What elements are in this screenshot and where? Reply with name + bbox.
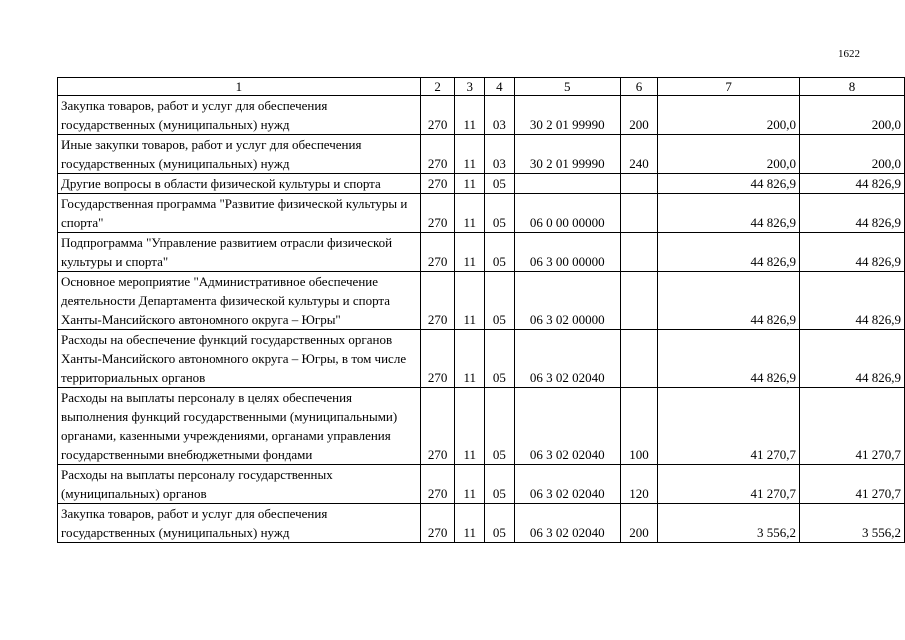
subsection-code: 05 [485, 272, 515, 330]
amount-year-2: 44 826,9 [799, 330, 904, 388]
table-header-row [58, 78, 905, 96]
target-code: 06 3 02 02040 [514, 388, 620, 465]
page-number: 1622 [838, 48, 860, 60]
table-row [58, 465, 905, 504]
column-header: 4 [485, 78, 515, 96]
target-code: 30 2 01 99990 [514, 96, 620, 135]
admin-code: 270 [420, 233, 455, 272]
column-header: 8 [799, 78, 904, 96]
amount-year-2: 44 826,9 [799, 233, 904, 272]
amount-year-1: 200,0 [658, 96, 800, 135]
target-code: 06 3 02 02040 [514, 504, 620, 543]
amount-year-1: 44 826,9 [658, 233, 800, 272]
target-code [514, 174, 620, 194]
row-name: Государственная программа "Развитие физической культуры и спорта" [58, 194, 421, 233]
row-name: Расходы на обеспечение функций государственных органов Ханты-Мансийского автономного округа – Югры, в том числе территориальных органов [58, 330, 421, 388]
amount-year-1: 44 826,9 [658, 272, 800, 330]
subsection-code: 05 [485, 233, 515, 272]
subsection-code: 05 [485, 330, 515, 388]
target-code: 06 0 00 00000 [514, 194, 620, 233]
subsection-code: 03 [485, 96, 515, 135]
target-code: 06 3 00 00000 [514, 233, 620, 272]
row-name: Расходы на выплаты персоналу в целях обеспечения выполнения функций государственными (муниципальными) органами, казенными учреждениями, органами управления государственными внебюджетными фондами [58, 388, 421, 465]
row-name: Подпрограмма "Управление развитием отрасли физической культуры и спорта" [58, 233, 421, 272]
table-row [58, 194, 905, 233]
amount-year-2: 44 826,9 [799, 194, 904, 233]
column-header: 2 [420, 78, 455, 96]
subsection-code: 05 [485, 174, 515, 194]
amount-year-2: 44 826,9 [799, 272, 904, 330]
expense-type-code [620, 174, 658, 194]
amount-year-1: 41 270,7 [658, 465, 800, 504]
budget-table [57, 77, 905, 543]
table-row [58, 504, 905, 543]
section-code: 11 [455, 174, 485, 194]
expense-type-code [620, 194, 658, 233]
subsection-code: 05 [485, 388, 515, 465]
section-code: 11 [455, 135, 485, 174]
table-row [58, 135, 905, 174]
section-code: 11 [455, 233, 485, 272]
column-header: 1 [58, 78, 421, 96]
amount-year-2: 41 270,7 [799, 388, 904, 465]
subsection-code: 03 [485, 135, 515, 174]
expense-type-code [620, 233, 658, 272]
table-row [58, 233, 905, 272]
row-name: Расходы на выплаты персоналу государственных (муниципальных) органов [58, 465, 421, 504]
target-code: 06 3 02 02040 [514, 330, 620, 388]
row-name: Другие вопросы в области физической культуры и спорта [58, 174, 421, 194]
section-code: 11 [455, 504, 485, 543]
column-header: 5 [514, 78, 620, 96]
section-code: 11 [455, 388, 485, 465]
subsection-code: 05 [485, 504, 515, 543]
table-row [58, 96, 905, 135]
section-code: 11 [455, 330, 485, 388]
admin-code: 270 [420, 272, 455, 330]
amount-year-2: 200,0 [799, 135, 904, 174]
expense-type-code: 200 [620, 504, 658, 543]
admin-code: 270 [420, 96, 455, 135]
expense-type-code [620, 272, 658, 330]
amount-year-1: 3 556,2 [658, 504, 800, 543]
table-row [58, 330, 905, 388]
column-header: 6 [620, 78, 658, 96]
admin-code: 270 [420, 194, 455, 233]
admin-code: 270 [420, 135, 455, 174]
section-code: 11 [455, 465, 485, 504]
admin-code: 270 [420, 174, 455, 194]
admin-code: 270 [420, 388, 455, 465]
amount-year-1: 41 270,7 [658, 388, 800, 465]
amount-year-1: 44 826,9 [658, 330, 800, 388]
amount-year-1: 44 826,9 [658, 194, 800, 233]
admin-code: 270 [420, 465, 455, 504]
row-name: Основное мероприятие "Административное обеспечение деятельности Департамента физической культуры и спорта Ханты-Мансийского автономного округа – Югры" [58, 272, 421, 330]
section-code: 11 [455, 96, 485, 135]
amount-year-1: 44 826,9 [658, 174, 800, 194]
section-code: 11 [455, 194, 485, 233]
table-row [58, 388, 905, 465]
expense-type-code [620, 330, 658, 388]
subsection-code: 05 [485, 465, 515, 504]
expense-type-code: 200 [620, 96, 658, 135]
subsection-code: 05 [485, 194, 515, 233]
column-header: 7 [658, 78, 800, 96]
row-name: Закупка товаров, работ и услуг для обеспечения государственных (муниципальных) нужд [58, 96, 421, 135]
table-row [58, 174, 905, 194]
table-row [58, 272, 905, 330]
admin-code: 270 [420, 504, 455, 543]
row-name: Закупка товаров, работ и услуг для обеспечения государственных (муниципальных) нужд [58, 504, 421, 543]
amount-year-2: 44 826,9 [799, 174, 904, 194]
target-code: 06 3 02 02040 [514, 465, 620, 504]
row-name: Иные закупки товаров, работ и услуг для обеспечения государственных (муниципальных) нужд [58, 135, 421, 174]
column-header: 3 [455, 78, 485, 96]
amount-year-1: 200,0 [658, 135, 800, 174]
section-code: 11 [455, 272, 485, 330]
target-code: 06 3 02 00000 [514, 272, 620, 330]
amount-year-2: 41 270,7 [799, 465, 904, 504]
amount-year-2: 3 556,2 [799, 504, 904, 543]
admin-code: 270 [420, 330, 455, 388]
amount-year-2: 200,0 [799, 96, 904, 135]
expense-type-code: 120 [620, 465, 658, 504]
expense-type-code: 240 [620, 135, 658, 174]
expense-type-code: 100 [620, 388, 658, 465]
target-code: 30 2 01 99990 [514, 135, 620, 174]
